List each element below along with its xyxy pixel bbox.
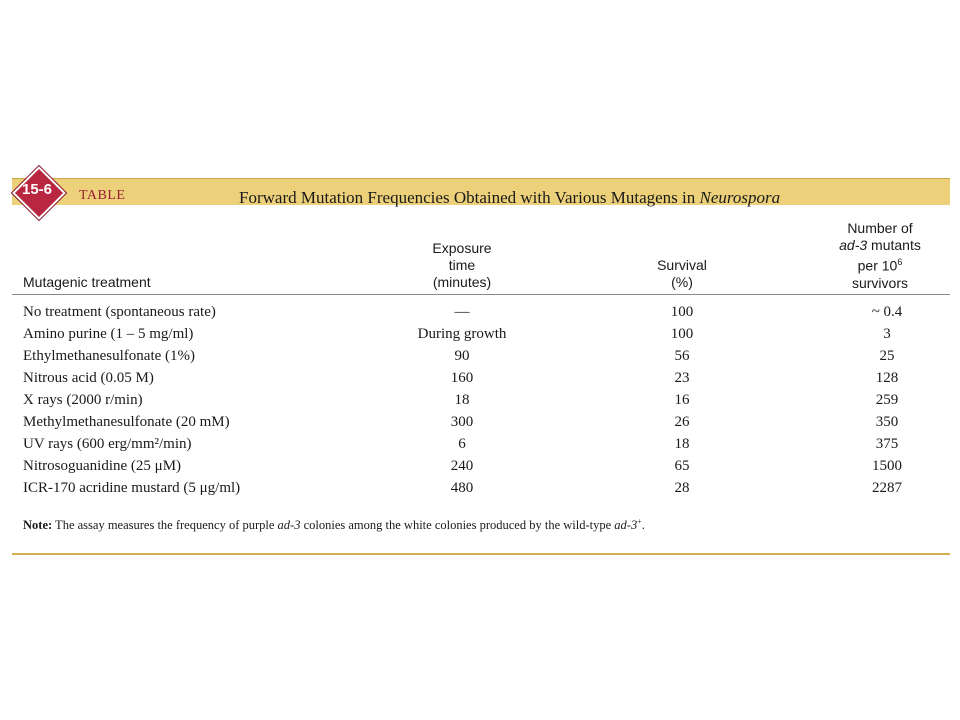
cell-survival: 100	[670, 304, 694, 320]
note-text: .	[641, 518, 645, 533]
header-mutants	[820, 220, 940, 292]
header-mutants-text: mutants	[867, 237, 921, 253]
cell-exposure: 90	[454, 348, 470, 364]
table-frame	[12, 172, 950, 555]
note-italic: ad-3	[614, 518, 638, 533]
table-title	[239, 188, 780, 208]
cell-treatment: No treatment (spontaneous rate)	[23, 304, 216, 320]
table-row	[12, 348, 950, 370]
cell-mutants: ~ 0.4	[871, 304, 903, 320]
cell-exposure: 480	[450, 480, 474, 496]
note-italic: ad-3	[277, 518, 301, 533]
header-divider	[12, 294, 950, 295]
header-treatment	[23, 274, 151, 291]
note-sup: +	[637, 517, 642, 526]
table-note	[23, 513, 683, 534]
cell-exposure: During growth	[417, 326, 507, 342]
note-label: Note:	[23, 518, 53, 533]
note-text: colonies among the white colonies produced by the wild-type	[300, 518, 615, 533]
cell-mutants: 259	[875, 392, 899, 408]
header-mutants-line: survivors	[851, 274, 908, 291]
table-label: TABLE	[79, 188, 126, 203]
cell-survival: 23	[674, 370, 690, 386]
cell-exposure: 300	[450, 414, 474, 430]
title-italic: Neurospora	[699, 188, 781, 207]
cell-exposure: 6	[458, 436, 466, 452]
cell-mutants: 1500	[872, 458, 902, 474]
table-row	[12, 304, 950, 326]
header-mutants-line	[820, 254, 940, 275]
cell-treatment: Ethylmethanesulfonate (1%)	[23, 348, 196, 364]
cell-treatment: UV rays (600 erg/mm²/min)	[23, 436, 192, 452]
table-row	[12, 458, 950, 480]
table-row	[12, 326, 950, 348]
table-row	[12, 392, 950, 414]
cell-survival: 56	[674, 348, 690, 364]
cell-treatment: Amino purine (1 – 5 mg/ml)	[23, 326, 194, 342]
cell-mutants: 2287	[872, 480, 902, 496]
cell-treatment: Nitrosoguanidine (25 μM)	[23, 458, 182, 474]
cell-treatment: Methylmethanesulfonate (20 mM)	[23, 414, 230, 430]
header-mutants-line: Number of	[847, 220, 913, 236]
header-survival-line: (%)	[671, 274, 693, 290]
cell-exposure: 240	[450, 458, 474, 474]
title-text: Forward Mutation Frequencies Obtained with Various Mutagens in	[239, 188, 700, 207]
header-survival-line: Survival	[657, 257, 707, 273]
cell-treatment: ICR-170 acridine mustard (5 μg/ml)	[23, 480, 241, 496]
badge-number: 15-6	[21, 181, 53, 198]
cell-mutants: 25	[879, 348, 895, 364]
header-exposure-line: (minutes)	[432, 274, 492, 290]
table-row	[12, 436, 950, 458]
table-row	[12, 414, 950, 436]
header-survival	[632, 257, 732, 291]
cell-exposure: 160	[450, 370, 474, 386]
header-exposure-line: Exposure	[432, 240, 492, 256]
cell-treatment: X rays (2000 r/min)	[23, 392, 143, 408]
cell-survival: 16	[674, 392, 690, 408]
cell-mutants: 350	[875, 414, 899, 430]
header-exposure-line: time	[448, 257, 476, 273]
header-mutants-italic: ad-3	[839, 237, 868, 253]
cell-survival: 28	[674, 480, 690, 496]
cell-exposure: —	[454, 304, 470, 320]
table-title-band	[12, 178, 950, 205]
cell-mutants: 3	[883, 326, 891, 342]
header-mutants-text: per 10	[857, 257, 898, 274]
cell-mutants: 128	[875, 370, 899, 386]
note-text: The assay measures the frequency of purple	[52, 518, 278, 533]
table-number-badge	[14, 168, 60, 214]
cell-exposure: 18	[454, 392, 470, 408]
table-row	[12, 480, 950, 502]
cell-survival: 65	[674, 458, 690, 474]
cell-mutants: 375	[875, 436, 899, 452]
header-treatment-text: Mutagenic treatment	[23, 274, 151, 290]
cell-treatment: Nitrous acid (0.05 M)	[23, 370, 154, 386]
cell-survival: 26	[674, 414, 690, 430]
header-mutants-line	[820, 237, 940, 254]
table-row	[12, 370, 950, 392]
cell-survival: 100	[670, 326, 694, 342]
cell-survival: 18	[674, 436, 690, 452]
header-mutants-sup: 6	[897, 257, 903, 267]
header-exposure	[392, 240, 532, 291]
